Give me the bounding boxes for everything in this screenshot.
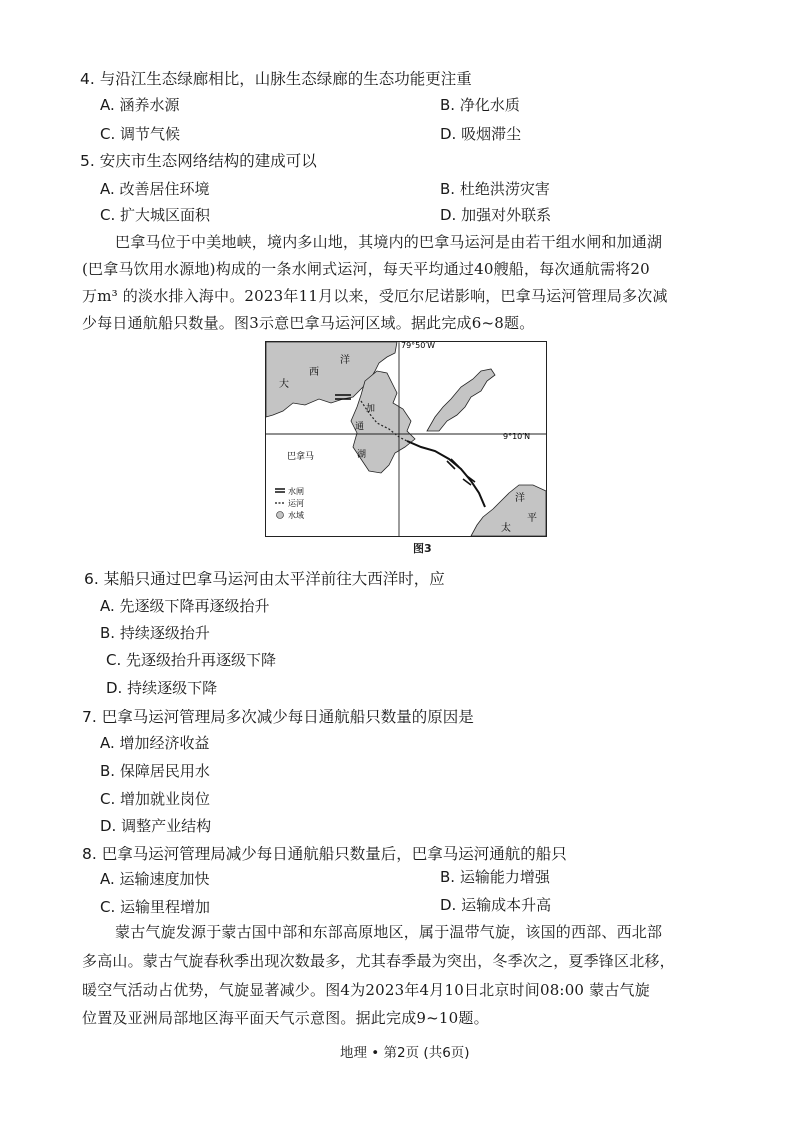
legend-water: 水域 xyxy=(288,511,304,520)
question-8-stem: 8. 巴拿马运河管理局减少每日通航船只数量后，巴拿马运河通航的船只 xyxy=(82,845,567,863)
lake-label-1: 加 xyxy=(366,404,376,414)
legend-canal: 运河 xyxy=(288,499,304,508)
passage1-line2: (巴拿马饮用水源地)构成的一条水闸式运河，每天平均通过40艘船，每次通航需将20 xyxy=(82,260,650,278)
atlantic-label-3: 西 xyxy=(309,367,319,378)
question-7-stem: 7. 巴拿马运河管理局多次减少每日通航船只数量的原因是 xyxy=(82,708,474,726)
panama-canal-map xyxy=(265,341,547,537)
question-4-option-d: D. 吸烟滞尘 xyxy=(440,125,522,143)
question-5-option-b: B. 杜绝洪涝灾害 xyxy=(440,180,550,198)
question-8-option-a: A. 运输速度加快 xyxy=(100,870,210,888)
question-6-option-c: C. 先逐级抬升再逐级下降 xyxy=(106,651,277,669)
question-5-option-d: D. 加强对外联系 xyxy=(440,206,552,224)
question-8-option-b: B. 运输能力增强 xyxy=(440,868,550,886)
page-footer: 地理 • 第2页 (共6页) xyxy=(340,1045,470,1061)
lake-label-3: 湖 xyxy=(357,450,367,460)
passage1-line4: 少每日通航船只数量。图3示意巴拿马运河区域。据此完成6~8题。 xyxy=(82,314,535,332)
question-7-option-b: B. 保障居民用水 xyxy=(100,762,210,780)
passage2-line3: 暖空气活动占优势，气旋显著减少。图4为2023年4月10日北京时间08:00 蒙古气旋 xyxy=(82,981,650,999)
panama-label: 巴拿马 xyxy=(287,452,315,462)
atlantic-label-1: 洋 xyxy=(340,355,350,366)
latitude-label: 9°10′N xyxy=(503,432,531,441)
passage2-line2: 多高山。蒙古气旋春秋季出现次数最多，尤其春季最为突出，冬季次之，夏季锋区北移， xyxy=(82,952,675,970)
atlantic-label-2: 大 xyxy=(279,379,289,390)
question-6-stem: 6. 某船只通过巴拿马运河由太平洋前往大西洋时，应 xyxy=(84,570,445,588)
question-8-option-c: C. 运输里程增加 xyxy=(100,898,211,916)
question-4-option-a: A. 涵养水源 xyxy=(100,96,180,114)
question-7-option-a: A. 增加经济收益 xyxy=(100,734,210,752)
question-4-option-c: C. 调节气候 xyxy=(100,125,181,143)
question-5-option-a: A. 改善居住环境 xyxy=(100,180,210,198)
passage1-line3: 万m³ 的淡水排入海中。2023年11月以来，受厄尔尼诺影响，巴拿马运河管理局多次减 xyxy=(82,287,668,305)
question-7-option-c: C. 增加就业岗位 xyxy=(100,790,211,808)
pacific-label-3: 太 xyxy=(501,523,511,534)
question-6-option-b: B. 持续逐级抬升 xyxy=(100,624,210,642)
longitude-label: 79°50′W xyxy=(401,341,436,350)
question-6-option-d: D. 持续逐级下降 xyxy=(106,679,218,697)
legend-lock: 水闸 xyxy=(288,487,304,496)
question-7-option-d: D. 调整产业结构 xyxy=(100,817,212,835)
question-5-stem: 5. 安庆市生态网络结构的建成可以 xyxy=(80,152,317,170)
pacific-label-2: 平 xyxy=(527,513,537,524)
question-8-option-d: D. 运输成本升高 xyxy=(440,896,552,914)
passage2-line4: 位置及亚洲局部地区海平面天气示意图。据此完成9~10题。 xyxy=(82,1009,489,1027)
passage2-line1: 蒙古气旋发源于蒙古国中部和东部高原地区，属于温带气旋，该国的西部、西北部 xyxy=(115,923,663,941)
question-4-option-b: B. 净化水质 xyxy=(440,96,520,114)
lake-label-2: 通 xyxy=(355,422,365,432)
pacific-label-1: 洋 xyxy=(515,493,525,504)
question-5-option-c: C. 扩大城区面积 xyxy=(100,206,211,224)
question-4-stem: 4. 与沿江生态绿廊相比，山脉生态绿廊的生态功能更注重 xyxy=(80,70,472,88)
question-6-option-a: A. 先逐级下降再逐级抬升 xyxy=(100,597,270,615)
passage1-line1: 巴拿马位于中美地峡，境内多山地，其境内的巴拿马运河是由若干组水闸和加通湖 xyxy=(115,233,663,251)
figure-caption: 图3 xyxy=(413,542,432,555)
